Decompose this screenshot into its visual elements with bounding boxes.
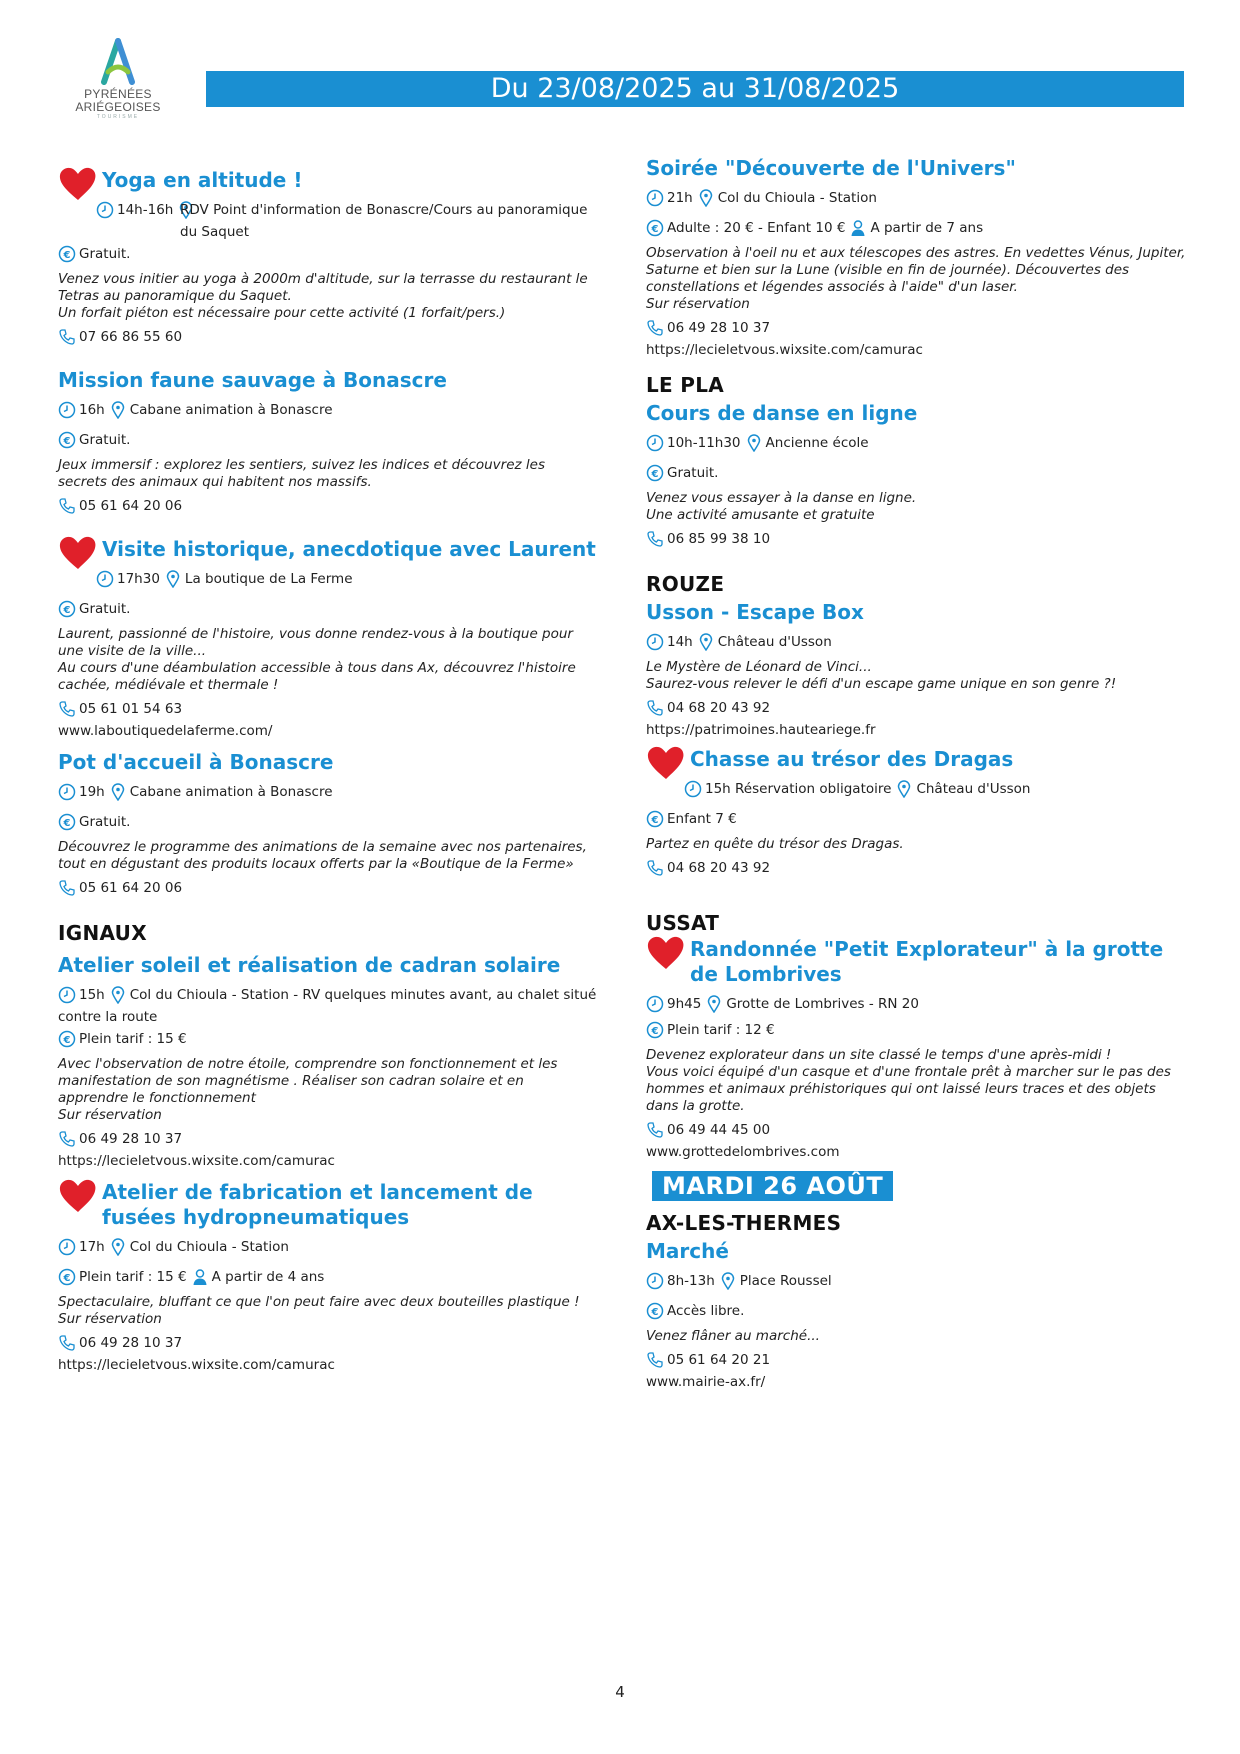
event-phone[interactable]: 05 61 64 20 21 bbox=[667, 1352, 771, 1368]
event-place: Cabane animation à Bonascre bbox=[129, 402, 333, 418]
event-pot-accueil bbox=[58, 750, 598, 899]
phone-icon bbox=[58, 1130, 76, 1148]
clock-icon bbox=[646, 434, 664, 452]
event-price: Plein tarif : 15 € bbox=[79, 1269, 187, 1285]
location-pin-icon bbox=[109, 401, 127, 419]
logo bbox=[68, 38, 168, 120]
event-website-link[interactable]: https://lecieletvous.wixsite.com/camurac bbox=[646, 342, 923, 358]
euro-icon bbox=[58, 431, 76, 449]
event-title[interactable]: Chasse au trésor des Dragas bbox=[690, 747, 1014, 771]
phone-icon bbox=[646, 1121, 664, 1139]
event-randonnee-lombrives bbox=[646, 937, 1186, 1163]
event-title[interactable]: Randonnée "Petit Explorateur" à la grotte de Lombrives bbox=[690, 937, 1164, 986]
event-description: Venez vous initier au yoga à 2000m d'altitude, sur la terrasse du restaurant le Tetras au panoramique du Saquet. Un forfait piéton est nécessaire pour cette activité (1 forfait/pers.) bbox=[58, 271, 588, 321]
event-escape-box bbox=[646, 600, 1186, 741]
phone-icon bbox=[646, 1351, 664, 1369]
phone-icon bbox=[58, 1334, 76, 1352]
phone-icon bbox=[58, 879, 76, 897]
clock-icon bbox=[646, 189, 664, 207]
euro-icon bbox=[646, 219, 664, 237]
event-time: 15h bbox=[79, 987, 105, 1003]
town-heading: AX-LES-THERMES bbox=[646, 1211, 842, 1235]
phone-icon bbox=[646, 859, 664, 877]
phone-icon bbox=[646, 319, 664, 337]
svg-text:€: € bbox=[651, 1307, 659, 1318]
event-time: 14h-16h bbox=[117, 202, 174, 218]
event-title[interactable]: Atelier soleil et réalisation de cadran solaire bbox=[58, 953, 561, 977]
svg-text:€: € bbox=[63, 818, 71, 829]
clock-icon bbox=[96, 201, 114, 219]
event-place: Cabane animation à Bonascre bbox=[129, 784, 333, 800]
event-phone[interactable]: 06 49 44 45 00 bbox=[667, 1122, 771, 1138]
event-price: Gratuit. bbox=[79, 246, 131, 262]
location-pin-icon bbox=[895, 780, 913, 798]
event-marche bbox=[646, 1239, 1186, 1393]
clock-icon bbox=[684, 780, 702, 798]
event-time: 19h bbox=[79, 784, 105, 800]
event-description: Devenez explorateur dans un site classé le temps d'une après-midi ! Vous voici équipé d'un casque et d'une frontale prêt à marcher sur le pas des hommes et animaux préhistoriques qui ont laissé leurs traces et des objets dans la grotte. bbox=[646, 1047, 1171, 1114]
event-time: 8h-13h bbox=[667, 1273, 715, 1289]
event-atelier-soleil bbox=[58, 953, 598, 1172]
person-icon bbox=[191, 1268, 209, 1286]
logo-line1: PYRÉNÉES bbox=[84, 87, 152, 101]
left-column bbox=[58, 168, 598, 1396]
event-price: Enfant 7 € bbox=[667, 811, 737, 827]
event-yoga bbox=[58, 168, 598, 348]
euro-icon bbox=[646, 810, 664, 828]
event-website-link[interactable]: www.grottedelombrives.com bbox=[646, 1144, 840, 1160]
location-pin-icon bbox=[164, 570, 182, 588]
event-description: Partez en quête du trésor des Dragas. bbox=[646, 836, 904, 852]
event-description: Venez flâner au marché... bbox=[646, 1328, 820, 1344]
euro-icon bbox=[646, 1021, 664, 1039]
event-age: A partir de 7 ans bbox=[870, 220, 984, 236]
town-heading: IGNAUX bbox=[58, 921, 147, 945]
event-phone[interactable]: 06 85 99 38 10 bbox=[667, 531, 771, 547]
heart-icon bbox=[58, 1178, 98, 1220]
event-soiree-univers bbox=[646, 156, 1186, 361]
event-time: 16h bbox=[79, 402, 105, 418]
phone-icon bbox=[58, 497, 76, 515]
event-time: 15h Réservation obligatoire bbox=[705, 781, 892, 797]
heart-icon bbox=[58, 166, 98, 208]
svg-text:€: € bbox=[63, 1273, 71, 1284]
right-column bbox=[646, 156, 1186, 1413]
location-pin-icon bbox=[705, 995, 723, 1013]
location-pin-icon bbox=[697, 633, 715, 651]
day-heading: MARDI 26 AOÛT bbox=[652, 1171, 893, 1201]
event-age: A partir de 4 ans bbox=[211, 1269, 325, 1285]
town-heading: ROUZE bbox=[646, 572, 725, 596]
event-title[interactable]: Pot d'accueil à Bonascre bbox=[58, 750, 334, 774]
event-description: Avec l'observation de notre étoile, comprendre son fonctionnement et les manifestation de son magnétisme . Réaliser son cadran solaire et en apprendre le fonctionnement Sur réservation bbox=[58, 1056, 558, 1123]
town-heading: USSAT bbox=[646, 911, 720, 935]
event-place: Col du Chioula - Station bbox=[129, 1239, 289, 1255]
town-heading: LE PLA bbox=[646, 373, 725, 397]
event-place: Col du Chioula - Station bbox=[717, 190, 877, 206]
event-website-link[interactable]: https://patrimoines.hauteariege.fr bbox=[646, 722, 876, 738]
phone-icon bbox=[646, 530, 664, 548]
svg-text:€: € bbox=[63, 1035, 71, 1046]
event-phone[interactable]: 05 61 01 54 63 bbox=[79, 701, 183, 717]
euro-icon bbox=[58, 813, 76, 831]
event-time: 10h-11h30 bbox=[667, 435, 741, 451]
event-atelier-fusees bbox=[58, 1180, 598, 1376]
event-price: Gratuit. bbox=[79, 432, 131, 448]
event-visite-historique bbox=[58, 537, 598, 742]
svg-text:€: € bbox=[651, 224, 659, 235]
event-title[interactable]: Visite historique, anecdotique avec Laurent bbox=[102, 537, 596, 561]
event-phone[interactable]: 04 68 20 43 92 bbox=[667, 860, 771, 876]
event-place: RDV Point d'information de Bonascre/Cours au panoramique du Saquet bbox=[180, 202, 588, 240]
clock-icon bbox=[646, 995, 664, 1013]
location-pin-icon bbox=[109, 986, 127, 1004]
event-description: Venez vous essayer à la danse en ligne. Une activité amusante et gratuite bbox=[646, 490, 917, 523]
event-phone[interactable]: 05 61 64 20 06 bbox=[79, 498, 183, 514]
event-place: Château d'Usson bbox=[916, 781, 1031, 797]
location-pin-icon bbox=[697, 189, 715, 207]
svg-text:€: € bbox=[63, 250, 71, 261]
event-time: 17h bbox=[79, 1239, 105, 1255]
event-mission-faune bbox=[58, 368, 598, 517]
event-place: Col du Chioula - Station - RV quelques minutes avant, au chalet situé contre la route bbox=[58, 987, 597, 1025]
svg-text:€: € bbox=[651, 1026, 659, 1037]
event-phone[interactable]: 06 49 28 10 37 bbox=[79, 1131, 183, 1147]
svg-text:€: € bbox=[651, 815, 659, 826]
event-description: Spectaculaire, bluffant ce que l'on peut faire avec deux bouteilles plastique ! Sur réservation bbox=[58, 1294, 580, 1327]
event-place: Place Roussel bbox=[739, 1273, 832, 1289]
euro-icon bbox=[58, 1030, 76, 1048]
event-danse-en-ligne bbox=[646, 401, 1186, 550]
event-title[interactable]: Usson - Escape Box bbox=[646, 600, 864, 624]
phone-icon bbox=[58, 700, 76, 718]
event-description: Découvrez le programme des animations de la semaine avec nos partenaires, tout en dégustant des produits locaux offerts par la «Boutique de la Ferme» bbox=[58, 839, 587, 872]
location-pin-icon bbox=[109, 783, 127, 801]
event-description: Jeux immersif : explorez les sentiers, suivez les indices et découvrez les secrets des animaux qui habitent nos massifs. bbox=[58, 457, 545, 490]
event-price: Gratuit. bbox=[667, 465, 719, 481]
heart-icon bbox=[646, 745, 686, 787]
event-time: 17h30 bbox=[117, 571, 160, 587]
event-price: Gratuit. bbox=[79, 601, 131, 617]
logo-line2: ARIÉGEOISES bbox=[75, 100, 161, 114]
svg-text:€: € bbox=[63, 605, 71, 616]
event-place: Grotte de Lombrives - RN 20 bbox=[726, 996, 919, 1012]
event-place: Ancienne école bbox=[765, 435, 869, 451]
euro-icon bbox=[58, 1268, 76, 1286]
event-description: Laurent, passionné de l'histoire, vous donne rendez-vous à la boutique pour une visite de la ville... Au cours d'une déambulation accessible à tous dans Ax, découvrez l'histoire cachée, médiévale et thermale ! bbox=[58, 626, 576, 693]
euro-icon bbox=[646, 1302, 664, 1320]
location-pin-icon bbox=[109, 1238, 127, 1256]
euro-icon bbox=[646, 464, 664, 482]
clock-icon bbox=[58, 783, 76, 801]
event-title[interactable]: Atelier de fabrication et lancement de fusées hydropneumatiques bbox=[102, 1180, 533, 1229]
event-time: 9h45 bbox=[667, 996, 702, 1012]
logo-sub: TOURISME bbox=[96, 114, 140, 120]
event-price: Gratuit. bbox=[79, 814, 131, 830]
euro-icon bbox=[58, 600, 76, 618]
event-place: Château d'Usson bbox=[717, 634, 832, 650]
event-time: 21h bbox=[667, 190, 693, 206]
svg-text:€: € bbox=[63, 436, 71, 447]
event-website-link[interactable]: www.mairie-ax.fr/ bbox=[646, 1374, 766, 1390]
clock-icon bbox=[96, 570, 114, 588]
event-website-link[interactable]: www.laboutiquedelaferme.com/ bbox=[58, 723, 273, 739]
phone-icon bbox=[58, 328, 76, 346]
event-phone[interactable]: 04 68 20 43 92 bbox=[667, 700, 771, 716]
event-phone[interactable]: 06 49 28 10 37 bbox=[79, 1335, 183, 1351]
event-price: Plein tarif : 15 € bbox=[79, 1031, 187, 1047]
event-phone[interactable]: 07 66 86 55 60 bbox=[79, 329, 183, 345]
event-price: Adulte : 20 € - Enfant 10 € bbox=[667, 220, 846, 236]
date-range-banner: Du 23/08/2025 au 31/08/2025 bbox=[206, 71, 1184, 107]
event-title[interactable]: Mission faune sauvage à Bonascre bbox=[58, 368, 447, 392]
person-icon bbox=[849, 219, 867, 237]
phone-icon bbox=[646, 699, 664, 717]
event-title[interactable]: Yoga en altitude ! bbox=[102, 168, 303, 192]
event-price: Accès libre. bbox=[667, 1303, 745, 1319]
clock-icon bbox=[58, 986, 76, 1004]
logo-mark-icon bbox=[98, 38, 138, 88]
clock-icon bbox=[58, 1238, 76, 1256]
event-description: Le Mystère de Léonard de Vinci... Saurez-vous relever le défi d'un escape game unique en son genre ?! bbox=[646, 659, 1117, 692]
event-phone[interactable]: 06 49 28 10 37 bbox=[667, 320, 771, 336]
clock-icon bbox=[646, 1272, 664, 1290]
event-title[interactable]: Cours de danse en ligne bbox=[646, 401, 918, 425]
heart-icon bbox=[646, 935, 686, 977]
page-number: 4 bbox=[615, 1683, 625, 1701]
svg-text:€: € bbox=[651, 469, 659, 480]
event-phone[interactable]: 05 61 64 20 06 bbox=[79, 880, 183, 896]
event-description: Observation à l'oeil nu et aux télescopes des astres. En vedettes Vénus, Jupiter, Saturne et bien sur la Lune (visible en fin de journée). Découvertes des constellations et légendes associés à l'aide" d'un laser. Sur réservation bbox=[646, 245, 1186, 312]
clock-icon bbox=[646, 633, 664, 651]
event-title[interactable]: Soirée "Découverte de l'Univers" bbox=[646, 156, 1016, 180]
event-website-link[interactable]: https://lecieletvous.wixsite.com/camurac bbox=[58, 1153, 335, 1169]
event-place: La boutique de La Ferme bbox=[184, 571, 353, 587]
euro-icon bbox=[58, 245, 76, 263]
location-pin-icon bbox=[719, 1272, 737, 1290]
event-title[interactable]: Marché bbox=[646, 1239, 729, 1263]
heart-icon bbox=[58, 535, 98, 577]
event-time: 14h bbox=[667, 634, 693, 650]
event-chasse-tresor bbox=[646, 747, 1186, 879]
event-website-link[interactable]: https://lecieletvous.wixsite.com/camurac bbox=[58, 1357, 335, 1373]
location-pin-icon bbox=[745, 434, 763, 452]
event-price: Plein tarif : 12 € bbox=[667, 1022, 775, 1038]
clock-icon bbox=[58, 401, 76, 419]
